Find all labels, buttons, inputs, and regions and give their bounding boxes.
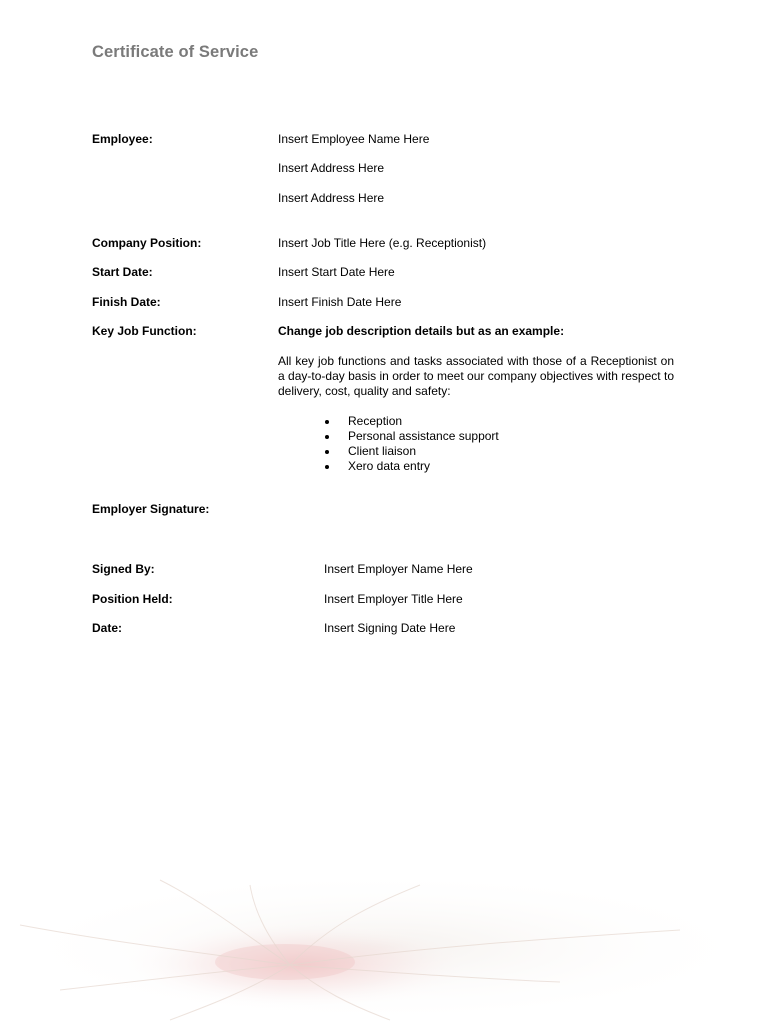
bullet-icon bbox=[325, 465, 329, 469]
finish-date-value: Insert Finish Date Here bbox=[278, 295, 402, 309]
start-date-label: Start Date: bbox=[92, 265, 153, 279]
list-item bbox=[324, 414, 499, 429]
employee-label: Employee: bbox=[92, 132, 153, 146]
list-item-label: Xero data entry bbox=[348, 459, 431, 473]
employee-address-1: Insert Address Here bbox=[278, 161, 385, 175]
list-item bbox=[324, 459, 499, 474]
company-position-value: Insert Job Title Here (e.g. Receptionist) bbox=[278, 236, 487, 250]
position-held-value: Insert Employer Title Here bbox=[324, 592, 463, 606]
list-item bbox=[324, 444, 499, 459]
signed-by-label: Signed By: bbox=[92, 562, 155, 576]
employee-address-2: Insert Address Here bbox=[278, 191, 385, 205]
key-job-function-heading: Change job description details but as an example: bbox=[278, 324, 565, 338]
key-job-function-description: All key job functions and tasks associated with those of a Receptionist on a day-to-day basis in order to meet our company objectives with respect to delivery, cost, quality and safety: bbox=[278, 354, 674, 398]
employee-name: Insert Employee Name Here bbox=[278, 132, 430, 146]
key-job-function-list bbox=[324, 414, 499, 474]
date-value: Insert Signing Date Here bbox=[324, 621, 456, 635]
position-held-label: Position Held: bbox=[92, 592, 173, 606]
list-item-label: Reception bbox=[348, 414, 403, 428]
decorative-footer-image bbox=[0, 870, 768, 1024]
bullet-icon bbox=[325, 420, 329, 424]
document-title: Certificate of Service bbox=[92, 43, 259, 61]
list-item-label: Client liaison bbox=[348, 444, 417, 458]
list-item-label: Personal assistance support bbox=[348, 429, 499, 443]
bullet-icon bbox=[325, 435, 329, 439]
list-item bbox=[324, 429, 499, 444]
company-position-label: Company Position: bbox=[92, 236, 202, 250]
date-label: Date: bbox=[92, 621, 123, 635]
start-date-value: Insert Start Date Here bbox=[278, 265, 395, 279]
finish-date-label: Finish Date: bbox=[92, 295, 161, 309]
signed-by-value: Insert Employer Name Here bbox=[324, 562, 473, 576]
bullet-icon bbox=[325, 450, 329, 454]
key-job-function-label: Key Job Function: bbox=[92, 324, 197, 338]
employer-signature-label: Employer Signature: bbox=[92, 502, 210, 516]
